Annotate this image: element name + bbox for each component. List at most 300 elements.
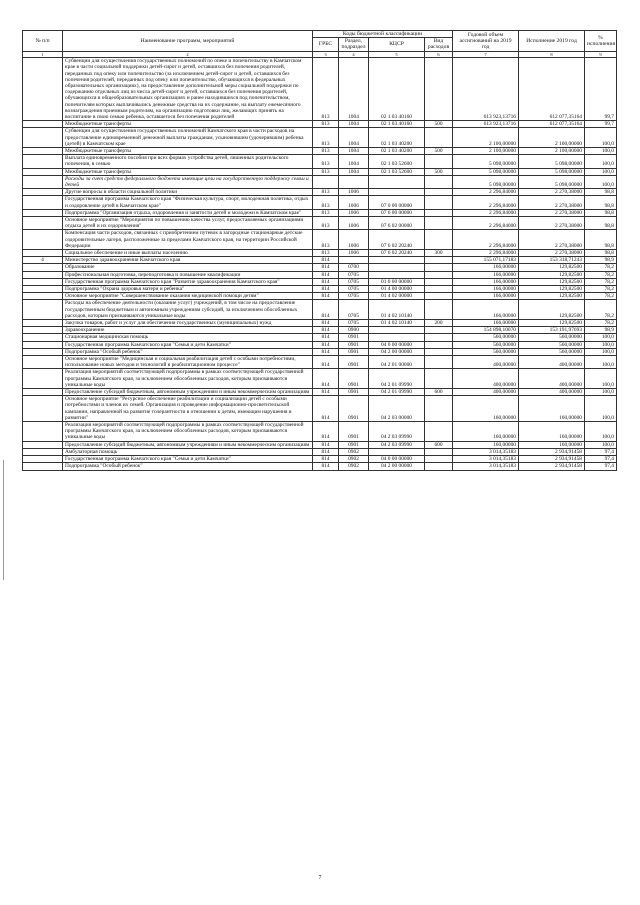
row-ksr-cell: 07 6 02 00000 [369,216,425,229]
row-ksr-cell: 02 1 03 40160 [369,121,425,128]
row-num-cell [23,300,63,320]
header-codes: Коды бюджетной классификации [313,31,453,38]
row-annual-cell: 3 014,35183 [453,463,519,470]
row-vr-cell: 300 [425,250,453,257]
row-name-cell: Предоставление субсидий бюджетным, автономным учреждениям и иным некоммерческим организациям [63,441,313,448]
row-vr-cell [425,456,453,463]
row-vr-cell: 200 [425,320,453,327]
row-name-cell: Закупка товаров, работ и услуг для обеспечения государственных (муниципальных) нужд [63,320,313,327]
index-cell: 4 [339,51,369,58]
row-percent-cell: 100,0 [585,334,617,341]
row-annual-cell: 400,00000 [453,389,519,396]
row-name-cell: Реализация мероприятий соответствующей подпрограммы в рамках соответствующей государственной программы Камчатского края, за исключением обособленных расходов, которым присваиваются уникальные коды [63,422,313,442]
row-percent-cell: 100,0 [585,155,617,168]
row-name-cell: Основное мероприятие "Мероприятия по повышению качества услуг, предоставляемых организациями отдыха детей и их оздоровления" [63,216,313,229]
row-razdel-cell: 1004 [339,155,369,168]
row-percent-cell: 97,4 [585,456,617,463]
row-annual-cell: 160,00000 [453,396,519,422]
row-num-cell [23,348,63,355]
row-grbs-cell: 814 [313,327,339,334]
row-annual-cell: 166,00000 [453,278,519,285]
row-grbs-cell: 813 [313,230,339,250]
row-razdel-cell: 0705 [339,278,369,285]
row-razdel-cell: 0705 [339,300,369,320]
row-percent-cell: 78,2 [585,320,617,327]
row-annual-cell: 3 014,35183 [453,448,519,455]
row-percent-cell: 78,2 [585,271,617,278]
row-grbs-cell: 813 [313,128,339,148]
row-vr-cell [425,128,453,148]
row-annual-cell: 400,00000 [453,356,519,369]
row-num-cell [23,286,63,293]
row-percent-cell: 99,7 [585,121,617,128]
table-row [23,448,617,455]
row-grbs-cell: 814 [313,271,339,278]
row-grbs-cell: 813 [313,209,339,216]
row-name-cell: Основное мероприятие "Медицинская и социальная реабилитация детей с особыми потребностями, использование новых методов и технологий в реабилитационном процессе" [63,356,313,369]
table-row [23,334,617,341]
row-exec-cell: 400,00000 [519,369,585,389]
row-percent-cell: 100,0 [585,441,617,448]
row-percent-cell: 98,8 [585,216,617,229]
table-body [23,58,617,470]
row-annual-cell: 5 098,00000 [453,155,519,168]
row-annual-cell: 613 923,13716 [453,58,519,121]
row-grbs-cell: 814 [313,441,339,448]
row-name-cell: Стационарная медицинская помощь [63,334,313,341]
row-name-cell: Основное мероприятие "Совершенствование оказания медицинской помощи детям" [63,293,313,300]
table-row [23,278,617,285]
row-annual-cell: 166,00000 [453,271,519,278]
row-num-cell [23,278,63,285]
row-razdel-cell: 0901 [339,348,369,355]
row-percent-cell: 98,8 [585,209,617,216]
row-grbs-cell: 813 [313,58,339,121]
row-percent-cell: 100,0 [585,147,617,154]
row-name-cell: Амбулаторная помощь [63,448,313,455]
row-num-cell [23,293,63,300]
row-num-cell [23,334,63,341]
row-name-cell: Основное мероприятие "Ресурсное обеспечение реабилитации и социализации детей с особыми потребностями и членов их семей. Организация и проведение информационно-просветительской кампании, направленной на развитие толерантности в отношении к детям, имеющим нарушения в развитии" [63,396,313,422]
row-grbs-cell [313,175,339,188]
row-name-cell: Межбюджетные трансферты [63,168,313,175]
table-row [23,341,617,348]
header-annual: Годовой объем ассигнований на 2019 год [453,31,519,52]
row-vr-cell [425,58,453,121]
row-exec-cell: 129,82500 [519,300,585,320]
row-percent-cell: 78,2 [585,278,617,285]
row-name-cell: Образование [63,264,313,271]
row-num-cell [23,271,63,278]
row-vr-cell [425,422,453,442]
row-num-cell: 4 [23,257,63,264]
row-razdel-cell [339,175,369,188]
binding-margin-line [3,460,4,580]
row-ksr-cell: 07 6 02 20240 [369,230,425,250]
index-cell: 7 [453,51,519,58]
row-num-cell [23,58,63,121]
row-grbs-cell: 813 [313,121,339,128]
row-percent-cell: 78,2 [585,286,617,293]
row-name-cell: Министерство здравоохранения Камчатского края [63,257,313,264]
row-grbs-cell: 813 [313,196,339,209]
header-grbs: ГРБС [313,38,339,51]
row-razdel-cell: 0901 [339,369,369,389]
row-ksr-cell: 01 4 00 00000 [369,286,425,293]
header-name: Наименование программ, мероприятий [63,31,313,52]
row-vr-cell: 500 [425,121,453,128]
row-razdel-cell: 1004 [339,128,369,148]
row-vr-cell [425,448,453,455]
row-num-cell [23,216,63,229]
row-vr-cell [425,293,453,300]
row-name-cell: Предоставление субсидий бюджетным, автономным учреждениям и иным некоммерческим организациям [63,389,313,396]
row-annual-cell: 2 296,84000 [453,250,519,257]
row-name-cell: Профессиональная подготовка, переподготовка и повышение квалификации [63,271,313,278]
row-vr-cell [425,257,453,264]
row-name-cell: Социальное обеспечение и иные выплаты населению [63,250,313,257]
row-exec-cell: 5 098,00000 [519,168,585,175]
row-exec-cell: 129,82500 [519,264,585,271]
table-row [23,463,617,470]
table-row [23,264,617,271]
row-annual-cell: 2 100,00000 [453,147,519,154]
row-razdel-cell: 1004 [339,168,369,175]
row-ksr-cell [369,189,425,196]
row-annual-cell: 400,00000 [453,369,519,389]
row-percent-cell: 100,0 [585,422,617,442]
row-annual-cell: 2 296,84000 [453,196,519,209]
row-annual-cell: 2 296,84000 [453,189,519,196]
row-grbs-cell: 814 [313,356,339,369]
header-percent: % исполнения [585,31,617,52]
row-exec-cell: 5 098,00000 [519,155,585,168]
row-vr-cell [425,356,453,369]
row-percent-cell: 78,2 [585,300,617,320]
row-vr-cell [425,216,453,229]
row-annual-cell: 560,00000 [453,341,519,348]
row-percent-cell: 98,8 [585,230,617,250]
row-vr-cell [425,300,453,320]
table-row [23,209,617,216]
table-row [23,189,617,196]
row-num-cell [23,230,63,250]
row-name-cell: Другие вопросы в области социальной политики [63,189,313,196]
row-ksr-cell: 04 2 03 09990 [369,422,425,442]
row-exec-cell: 2 270,38000 [519,250,585,257]
row-vr-cell [425,196,453,209]
row-num-cell [23,327,63,334]
header-razdel: Раздел, подраздел [339,38,369,51]
row-num-cell [23,341,63,348]
table-row [23,356,617,369]
table-row [23,271,617,278]
row-razdel-cell: 0901 [339,396,369,422]
index-cell: 1 [23,51,63,58]
table-row [23,396,617,422]
row-vr-cell [425,209,453,216]
row-name-cell: Государственная программа Камчатского края "Семья и дети Камчатки" [63,341,313,348]
row-annual-cell: 560,00000 [453,348,519,355]
row-ksr-cell: 01 4 02 00000 [369,293,425,300]
row-exec-cell: 400,00000 [519,356,585,369]
row-exec-cell: 560,00000 [519,348,585,355]
row-ksr-cell: 01 4 02 10140 [369,300,425,320]
index-cell: 2 [63,51,313,58]
row-vr-cell [425,175,453,188]
budget-table [22,30,617,471]
row-exec-cell: 160,00000 [519,422,585,442]
row-num-cell [23,463,63,470]
row-percent-cell: 100,0 [585,128,617,148]
row-vr-cell [425,341,453,348]
row-annual-cell: 166,00000 [453,293,519,300]
row-percent-cell: 98,8 [585,189,617,196]
row-vr-cell [425,286,453,293]
row-num-cell [23,389,63,396]
index-cell: 6 [425,51,453,58]
row-ksr-cell: 04 2 01 00000 [369,356,425,369]
row-grbs-cell: 814 [313,396,339,422]
row-name-cell: Здравоохранение [63,327,313,334]
row-grbs-cell: 813 [313,189,339,196]
row-exec-cell: 129,82500 [519,286,585,293]
row-annual-cell: 560,00000 [453,334,519,341]
row-name-cell: Субвенции для осуществления государственных полномочий по опеке и попечительству в Камчатском крае в части социальной поддержки детей-сирот и детей, оставшихся без попечения родителей, переданных под опеку или попечительство (за исключением детей-сирот и детей, оставшихся без попечения родителей, переданных под опеку или попечительство, обучающихся в федеральных образовательных организациях), на предоставление дополнительной меры социальной поддержки по содержанию отдельных лиц из числа детей-сирот и детей, оставшихся без попечения родителей, обучающихся в общеобразовательных организациях и ранее находившихся под попечительством, попечителям которых выплачивались денежные средства на их содержание, на выплату ежемесячного вознаграждения приемным родителям, на организацию подготовки лиц, желающих принять на воспитание в свою семью ребенка, оставшегося без попечения родителей [63,58,313,121]
row-annual-cell: 166,00000 [453,264,519,271]
row-name-cell: Компенсация части расходов, связанных с приобретением путевок в загородные стационарные детские оздоровительные лагеря, расположенные за пределами Камчатского края, на территории Российской Федерации [63,230,313,250]
table-row [23,300,617,320]
row-razdel-cell: 1006 [339,189,369,196]
row-razdel-cell: 0705 [339,286,369,293]
table-row [23,147,617,154]
row-grbs-cell: 813 [313,155,339,168]
row-grbs-cell: 814 [313,463,339,470]
row-name-cell: Межбюджетные трансферты [63,121,313,128]
row-num-cell [23,128,63,148]
row-num-cell [23,441,63,448]
row-num-cell [23,250,63,257]
row-annual-cell: 2 296,84000 [453,216,519,229]
table-row [23,293,617,300]
row-num-cell [23,196,63,209]
row-annual-cell: 166,00000 [453,320,519,327]
row-exec-cell: 612 077,35164 [519,58,585,121]
row-ksr-cell: 02 1 03 40160 [369,58,425,121]
row-exec-cell: 2 270,38000 [519,230,585,250]
table-row [23,286,617,293]
page-number: 7 [318,875,322,881]
row-grbs-cell: 814 [313,348,339,355]
row-grbs-cell: 814 [313,320,339,327]
row-ksr-cell: 04 2 00 00000 [369,348,425,355]
row-grbs-cell: 814 [313,264,339,271]
row-annual-cell: 154 898,10070 [453,327,519,334]
row-razdel-cell: 1006 [339,209,369,216]
table-row [23,175,617,188]
row-ksr-cell: 07 6 02 20240 [369,250,425,257]
row-exec-cell: 2 270,38000 [519,189,585,196]
row-annual-cell: 613 923,13716 [453,121,519,128]
row-vr-cell: 600 [425,389,453,396]
row-percent-cell: 98,9 [585,257,617,264]
row-ksr-cell: 07 0 00 00000 [369,196,425,209]
table-row [23,327,617,334]
row-name-cell: Государственная программа Камчатского края "Семья и дети Камчатки" [63,456,313,463]
row-vr-cell [425,348,453,355]
table-row [23,456,617,463]
header-vr: Вид расходов [425,38,453,51]
row-ksr-cell: 04 2 03 09990 [369,441,425,448]
row-exec-cell: 5 098,00000 [519,175,585,188]
row-num-cell [23,168,63,175]
row-exec-cell: 2 270,38000 [519,196,585,209]
row-name-cell: Расходы за счет средств федерального бюджета имеющие цели на государственную поддержку семьи и детей [63,175,313,188]
row-exec-cell: 560,00000 [519,334,585,341]
row-percent-cell: 99,7 [585,58,617,121]
row-num-cell [23,155,63,168]
row-annual-cell: 166,00000 [453,286,519,293]
row-vr-cell [425,271,453,278]
row-name-cell: Расходы на обеспечение деятельности (оказание услуг) учреждений, в том числе на предоставление государственным бюджетным и автономным учреждениям субсидий, за исключением обособленных расходов, которым присваиваются уникальные коды [63,300,313,320]
table-row [23,441,617,448]
row-exec-cell: 153 191,97693 [519,327,585,334]
table-row [23,155,617,168]
header-num: № п/п [23,31,63,52]
row-num-cell [23,147,63,154]
row-vr-cell: 600 [425,441,453,448]
row-num-cell [23,189,63,196]
row-annual-cell: 160,00000 [453,441,519,448]
row-razdel-cell: 0901 [339,334,369,341]
row-exec-cell: 153 318,71243 [519,257,585,264]
row-grbs-cell: 813 [313,250,339,257]
row-grbs-cell: 814 [313,334,339,341]
row-grbs-cell: 813 [313,147,339,154]
row-percent-cell: 100,0 [585,175,617,188]
row-name-cell: Подпрограмма "Особый ребенок" [63,348,313,355]
table-row [23,196,617,209]
row-percent-cell: 100,0 [585,356,617,369]
row-percent-cell: 100,0 [585,341,617,348]
row-ksr-cell: 04 0 00 00000 [369,456,425,463]
row-razdel-cell: 0705 [339,320,369,327]
row-vr-cell: 500 [425,168,453,175]
row-ksr-cell: 04 2 01 09990 [369,389,425,396]
row-percent-cell: 98,8 [585,196,617,209]
row-ksr-cell: 04 2 03 00000 [369,396,425,422]
row-razdel-cell: 1004 [339,121,369,128]
row-grbs-cell: 814 [313,278,339,285]
row-exec-cell: 129,82500 [519,271,585,278]
table-row [23,257,617,264]
row-annual-cell: 5 098,00000 [453,175,519,188]
row-annual-cell: 3 014,35183 [453,456,519,463]
row-name-cell: Государственная программа Камчатского края "Физическая культура, спорт, молодежная политика, отдых и оздоровление детей в Камчатском крае" [63,196,313,209]
row-ksr-cell [369,257,425,264]
row-razdel-cell: 0900 [339,327,369,334]
row-razdel-cell: 0705 [339,271,369,278]
row-percent-cell: 78,2 [585,293,617,300]
row-num-cell [23,264,63,271]
row-razdel-cell: 1006 [339,216,369,229]
row-grbs-cell: 813 [313,168,339,175]
row-ksr-cell: 04 2 01 09990 [369,369,425,389]
row-percent-cell: 100,0 [585,168,617,175]
row-exec-cell: 2 270,38000 [519,209,585,216]
row-vr-cell: 500 [425,147,453,154]
row-vr-cell [425,334,453,341]
row-ksr-cell: 04 0 00 00000 [369,341,425,348]
row-grbs-cell: 814 [313,389,339,396]
row-num-cell [23,356,63,369]
row-percent-cell: 100,0 [585,369,617,389]
row-exec-cell: 400,00000 [519,389,585,396]
row-num-cell [23,369,63,389]
row-ksr-cell [369,175,425,188]
row-ksr-cell [369,264,425,271]
index-cell: 9 [585,51,617,58]
table-row [23,250,617,257]
row-vr-cell [425,463,453,470]
row-exec-cell: 2 934,91458 [519,463,585,470]
row-num-cell [23,320,63,327]
row-ksr-cell [369,448,425,455]
row-grbs-cell: 814 [313,448,339,455]
row-vr-cell [425,189,453,196]
table-row [23,230,617,250]
row-grbs-cell: 814 [313,286,339,293]
row-ksr-cell: 02 1 03 40200 [369,128,425,148]
header-ksr: КЦСР [369,38,425,51]
table-row [23,320,617,327]
table-row [23,422,617,442]
row-ksr-cell [369,271,425,278]
table-row [23,216,617,229]
row-annual-cell: 155 071,17183 [453,257,519,264]
row-ksr-cell: 02 1 03 40200 [369,147,425,154]
row-name-cell: Государственная программа Камчатского края "Развитие здравоохранения Камчатского края" [63,278,313,285]
row-ksr-cell: 04 2 00 00000 [369,463,425,470]
header-execution: Исполнение 2019 год [519,31,585,52]
row-percent-cell: 78,2 [585,264,617,271]
index-cell: 5 [369,51,425,58]
row-exec-cell: 160,00000 [519,396,585,422]
row-exec-cell: 2 934,91458 [519,448,585,455]
row-razdel-cell [339,257,369,264]
row-exec-cell: 2 934,91458 [519,456,585,463]
row-ksr-cell: 07 6 00 00000 [369,209,425,216]
row-annual-cell: 2 296,84000 [453,209,519,216]
table-row [23,121,617,128]
row-exec-cell: 2 100,00000 [519,128,585,148]
table-row [23,389,617,396]
row-annual-cell: 2 100,00000 [453,128,519,148]
row-num-cell [23,209,63,216]
row-exec-cell: 160,00000 [519,441,585,448]
row-annual-cell: 5 098,00000 [453,168,519,175]
row-exec-cell: 612 077,35164 [519,121,585,128]
row-razdel-cell: 0901 [339,422,369,442]
header-row-1 [23,31,617,38]
row-num-cell [23,456,63,463]
row-razdel-cell: 0902 [339,448,369,455]
table-row [23,348,617,355]
row-num-cell [23,448,63,455]
row-percent-cell: 97,4 [585,448,617,455]
row-percent-cell: 98,9 [585,327,617,334]
row-percent-cell: 97,4 [585,463,617,470]
